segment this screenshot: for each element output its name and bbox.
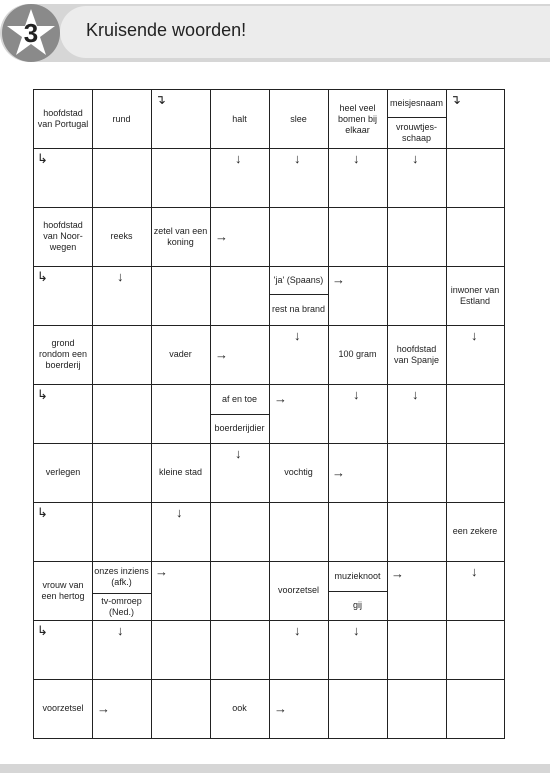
clue-cell: vader: [169, 349, 192, 359]
page-title: Kruisende woorden!: [86, 20, 247, 40]
down-arrow-icon: ↓: [235, 151, 242, 166]
down-arrow-icon: ↓: [353, 623, 360, 638]
clue-cell: vochtig: [284, 467, 313, 477]
clue-cell: muzieknoot: [334, 570, 381, 581]
clue-cell: vrouwtjes-schaap: [395, 121, 437, 143]
clue-cell: inwoner van Estland: [450, 284, 500, 306]
clue-cell: rest na brand: [271, 304, 326, 314]
clue-cell: halt: [232, 113, 247, 124]
exercise-number-badge: [2, 4, 60, 62]
clue-cell: verlegen: [45, 467, 81, 477]
right-arrow-icon: →: [274, 701, 287, 716]
crossword-grid: [33, 89, 505, 739]
footer-bar: [0, 764, 550, 773]
right-arrow-icon: →: [332, 272, 345, 287]
down-right-arrow-icon: ↳: [37, 269, 48, 284]
right-arrow-icon: →: [215, 347, 228, 362]
right-arrow-icon: →: [155, 564, 168, 579]
down-arrow-icon: ↓: [471, 328, 478, 343]
clue-cell: hoofdstad van Portugal: [37, 108, 89, 129]
down-arrow-icon: ↓: [353, 387, 360, 402]
down-arrow-icon: ↓: [294, 328, 301, 343]
clue-cell: ook: [232, 703, 247, 713]
clue-cell: af en toe: [221, 393, 258, 404]
down-arrow-icon: ↓: [412, 151, 419, 166]
down-right-arrow-icon: ↳: [37, 387, 48, 402]
clue-cell: vrouw van een hertog: [41, 579, 85, 601]
clue-cell: 100 gram: [338, 349, 377, 359]
down-arrow-icon: ↓: [176, 505, 183, 520]
clue-cell: voorzetsel: [277, 585, 320, 595]
down-right-arrow-icon: ↳: [37, 505, 48, 520]
clue-cell: grond rondom een boerderij: [38, 338, 88, 370]
right-down-arrow-icon: ↴: [155, 92, 166, 107]
clue-cell: onzes inziens (afk.): [94, 566, 149, 587]
clue-cell: meisjesnaam: [389, 98, 444, 108]
clue-cell: gij: [352, 600, 362, 610]
down-arrow-icon: ↓: [235, 446, 242, 461]
right-arrow-icon: →: [391, 566, 404, 581]
clue-cell: een zekere: [452, 526, 498, 536]
clue-cell: zetel van een koning: [153, 225, 208, 247]
clue-cell: 'ja' (Spaans): [273, 274, 324, 285]
clue-cell: kleine stad: [158, 467, 203, 477]
clue-cell: voorzetsel: [42, 703, 84, 713]
down-arrow-icon: ↓: [471, 564, 478, 579]
down-arrow-icon: ↓: [412, 387, 419, 402]
clue-cell: rund: [112, 113, 131, 124]
exercise-number: 3: [23, 17, 39, 48]
down-arrow-icon: ↓: [117, 269, 124, 284]
right-arrow-icon: →: [274, 391, 287, 406]
down-arrow-icon: ↓: [117, 623, 124, 638]
right-arrow-icon: →: [97, 701, 110, 716]
clue-cell: boerderijdier: [214, 423, 265, 433]
clue-cell: reeks: [110, 231, 133, 241]
clue-cell: hoofdstad van Spanje: [393, 343, 440, 365]
clue-cell: tv-omroep (Ned.): [101, 595, 142, 617]
down-arrow-icon: ↓: [294, 623, 301, 638]
down-arrow-icon: ↓: [353, 151, 360, 166]
clue-cell: hoofdstad van Noor-wegen: [43, 220, 83, 252]
clue-cell: slee: [290, 113, 307, 124]
clue-cell: heel veel bomen bij elkaar: [337, 102, 378, 135]
right-arrow-icon: →: [215, 229, 228, 244]
right-down-arrow-icon: ↴: [450, 92, 461, 107]
down-right-arrow-icon: ↳: [37, 151, 48, 166]
down-right-arrow-icon: ↳: [37, 623, 48, 638]
down-arrow-icon: ↓: [294, 151, 301, 166]
right-arrow-icon: →: [332, 465, 345, 480]
